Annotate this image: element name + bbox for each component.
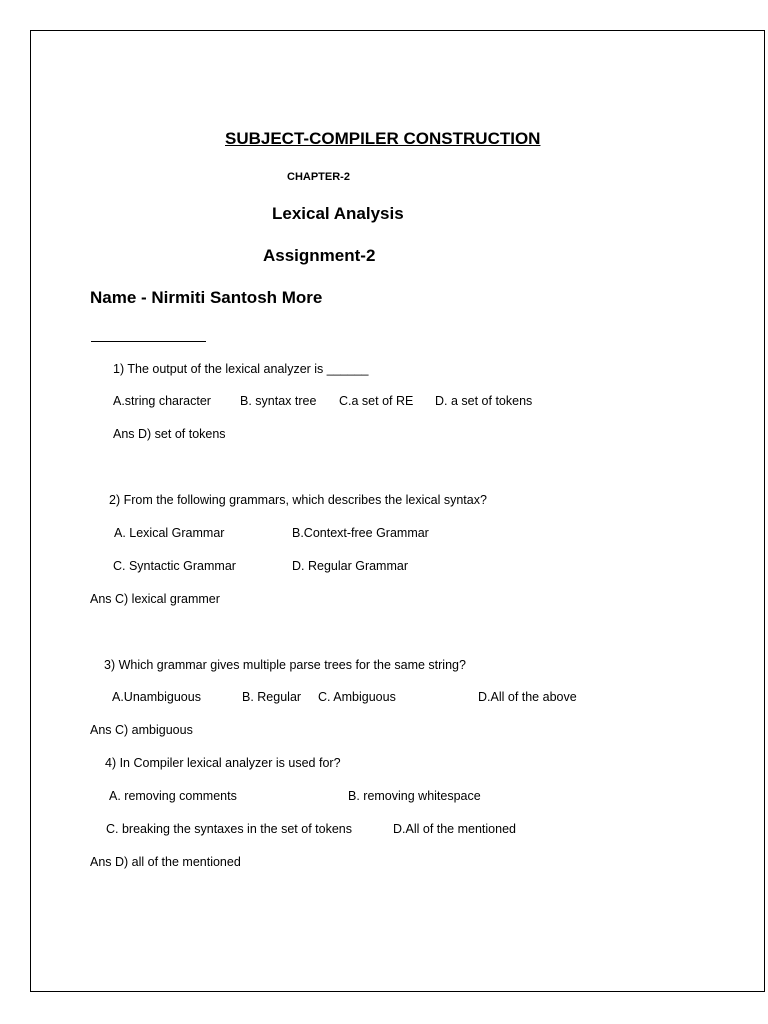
question-4-option-c: C. breaking the syntaxes in the set of tokens xyxy=(106,822,352,836)
question-3-option-c: C. Ambiguous xyxy=(318,690,396,704)
question-1-text: 1) The output of the lexical analyzer is ______ xyxy=(113,362,369,376)
question-2-answer: Ans C) lexical grammer xyxy=(90,592,220,606)
subject-title: SUBJECT-COMPILER CONSTRUCTION xyxy=(225,129,541,148)
question-1-option-d: D. a set of tokens xyxy=(435,394,533,408)
question-3-option-d: D.All of the above xyxy=(478,690,577,704)
question-2-option-a: A. Lexical Grammar xyxy=(114,526,225,540)
question-4-text: 4) In Compiler lexical analyzer is used for? xyxy=(105,756,341,770)
question-4-option-b: B. removing whitespace xyxy=(348,789,481,803)
question-3-option-b: B. Regular xyxy=(242,690,302,704)
question-4-option-a: A. removing comments xyxy=(109,789,237,803)
topic-title: Lexical Analysis xyxy=(272,204,404,223)
chapter-label: CHAPTER-2 xyxy=(287,171,350,183)
assignment-title: Assignment-2 xyxy=(263,246,376,265)
page-border xyxy=(30,30,765,992)
student-name: Name - Nirmiti Santosh More xyxy=(90,288,323,307)
question-1-option-c: C.a set of RE xyxy=(339,394,414,408)
question-3-option-a: A.Unambiguous xyxy=(112,690,201,704)
question-4-option-d: D.All of the mentioned xyxy=(393,822,516,836)
question-2-option-c: C. Syntactic Grammar xyxy=(113,559,236,573)
question-3-answer: Ans C) ambiguous xyxy=(90,723,193,737)
question-2-text: 2) From the following grammars, which describes the lexical syntax? xyxy=(109,493,487,507)
question-1-option-a: A.string character xyxy=(113,394,211,408)
question-2-option-d: D. Regular Grammar xyxy=(292,559,408,573)
question-4-answer: Ans D) all of the mentioned xyxy=(90,855,241,869)
separator-line xyxy=(91,341,206,342)
question-1-option-b: B. syntax tree xyxy=(240,394,317,408)
question-2-option-b: B.Context-free Grammar xyxy=(292,526,429,540)
question-1-answer: Ans D) set of tokens xyxy=(113,427,226,441)
question-3-text: 3) Which grammar gives multiple parse trees for the same string? xyxy=(104,658,466,672)
